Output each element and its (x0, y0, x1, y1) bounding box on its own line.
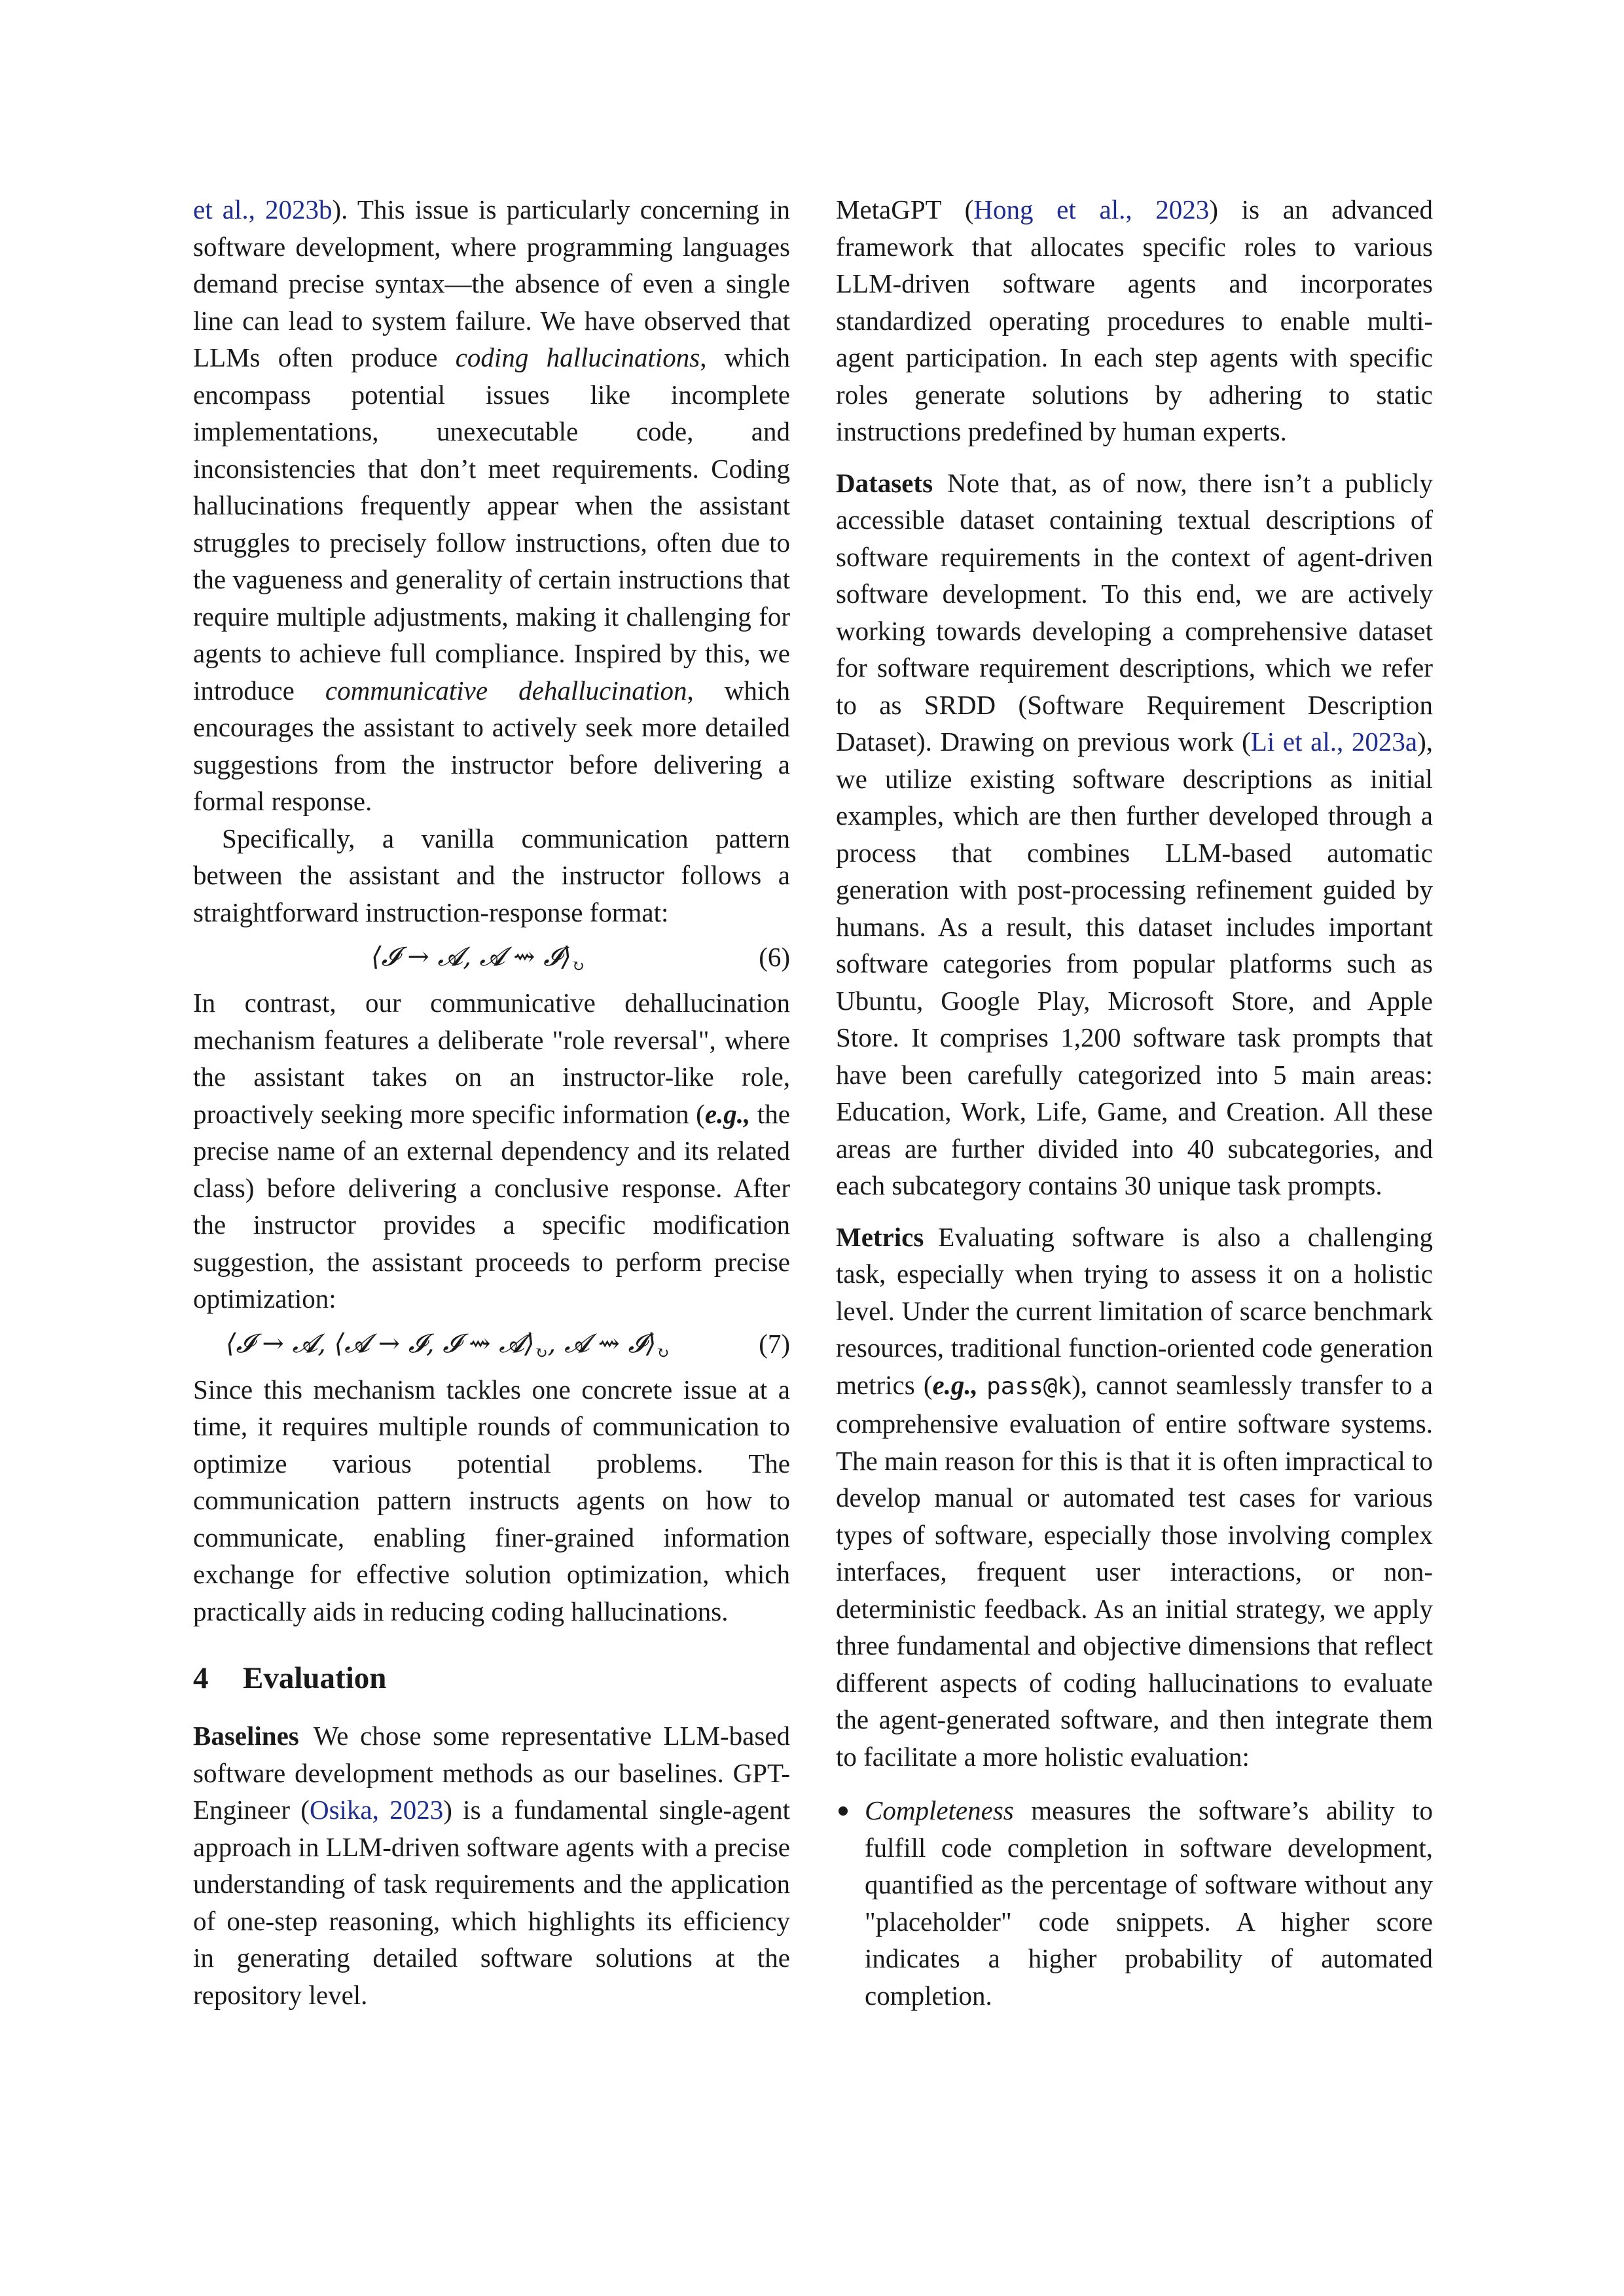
equation-7-number: (7) (759, 1328, 790, 1359)
section-heading-evaluation: 4 Evaluation (193, 1661, 387, 1695)
equation-6-number: (6) (759, 942, 790, 972)
paragraph-mechanism: Since this mechanism tackles one concrete issue at a time, it requires multiple rounds of communication to optimize various potential problems. The communication pattern instructs agents on how to communicate, enabling finer-grained information exchange for effective solution optimization, which practically aids in reducing coding hallucinations. (193, 1374, 790, 1626)
left-column (193, 191, 790, 2013)
equation-6 (193, 933, 790, 982)
paragraph-heading-metrics: Metrics (836, 1221, 924, 1252)
metrics-list (836, 1792, 1433, 2014)
citation-link[interactable]: Hong et al., 2023 (973, 194, 1210, 224)
paragraph-metrics: Metrics Evaluating software is also a challenging task, especially when trying to assess it on a holistic level. Under the current limitation of scarce benchmark resources, traditional function-oriented code generation metrics (e.g., pass@k), cannot seamlessly transfer to a comprehensive evaluation of entire software systems. The main reason for this is that it is often impractical to develop manual or automated test cases for various types of software, especially those involving complex interfaces, frequent user interactions, or non-deterministic feedback. As an initial strategy, we apply three fundamental and objective dimensions that reflect different aspects of coding hallucinations to evaluate the agent-generated software, and then integrate them to facilitate a more holistic evaluation: (836, 1221, 1434, 1772)
equation-7-expression: ⟨𝓘 → 𝓐, ⟨𝓐 → 𝓘, 𝓘 ⇝ $𝓐⟩_↻$, 𝓐 ⇝ $𝓘⟩_↻$ (226, 1328, 670, 1362)
citation-link[interactable]: Osika, 2023 (309, 1795, 444, 1825)
right-column (836, 191, 1433, 2014)
citation-link[interactable]: Li et al., 2023a (1250, 726, 1418, 757)
paragraph-role-reversal: In contrast, our communicative dehallucination mechanism features a deliberate "role reversal", where the assistant takes on an instructor-like role, proactively seeking more specific information (e.g., the precise name of an external dependency and its related class) before delivering a conclusive response. After the instructor provides a specific modification suggestion, the assistant proceeds to perform precise optimization: (193, 988, 790, 1314)
paragraph-datasets: Datasets Note that, as of now, there isn’t a publicly accessible dataset containing textual descriptions of software requirements in the context of agent-driven software development. To this end, we are actively working towards developing a comprehensive dataset for software requirement descriptions, which we refer to as SRDD (Software Requirement Description Dataset). Drawing on previous work (Li et al., 2023a), we utilize existing software descriptions as initial examples, which are then further developed through a process that combines LLM-based automatic generation with post-processing refinement guided by humans. As a result, this dataset includes important software categories from popular platforms such as Ubuntu, Google Play, Microsoft Store, and Apple Store. It comprises 1,200 software task prompts that have been carefully categorized into 5 main areas: Education, Work, Life, Game, and Creation. All these areas are further divided into 40 subcategories, and each subcategory contains 30 unique task prompts. (836, 467, 1434, 1200)
bullet-icon (839, 1806, 848, 1816)
citation-link[interactable]: et al., 2023b (193, 194, 333, 224)
paragraph-vanilla-pattern: Specifically, a vanilla communication pattern between the assistant and the instructor follows a straightforward instruction-response format: (193, 823, 790, 927)
paragraph-baselines: Baselines We chose some representative LLM-based software development methods as our baselines. GPT-Engineer (Osika, 2023) is a fundamental single-agent approach in LLM-driven software agents with a precise understanding of task requirements and the application of one-step reasoning, which highlights its efficiency in generating detailed software solutions at the repository level. (193, 1721, 790, 2010)
paragraph-heading-datasets: Datasets (836, 467, 933, 498)
paragraph-coding-hallucinations: et al., 2023b). This issue is particularly concerning in software development, where programming languages demand precise syntax—the absence of even a single line can lead to system failure. We have observed that LLMs often produce coding hallucinations, which encompass potential issues like incomplete implementations, unexecutable code, and inconsistencies that don’t meet requirements. Coding hallucinations frequently appear when the assistant struggles to precisely follow instructions, often due to the vagueness and generality of certain instructions that require multiple adjustments, making it challenging for agents to achieve full compliance. Inspired by this, we introduce communicative dehallucination, which encourages the assistant to actively seek more detailed suggestions from the instructor before delivering a formal response. (193, 194, 791, 816)
list-item: Completeness measures the software’s ability to fulfill code completion in software development, quantified as the percentage of software without any "placeholder" code snippets. A higher score indicates a higher probability of automated completion. (836, 1792, 1433, 2014)
inline-code: pass@k (986, 1372, 1072, 1400)
paragraph-metagpt: MetaGPT (Hong et al., 2023) is an advanced framework that allocates specific roles to various LLM-driven software agents and incorporates standardized operating procedures to enable multi-agent participation. In each step agents with specific roles generate solutions by adhering to static instructions predefined by human experts. (836, 194, 1433, 446)
equation-7 (193, 1320, 790, 1369)
paragraph-heading-baselines: Baselines (193, 1721, 299, 1751)
equation-6-expression: ⟨𝓘 → 𝓐, 𝓐 ⇝ $𝓘⟩_↻$ (371, 942, 585, 975)
